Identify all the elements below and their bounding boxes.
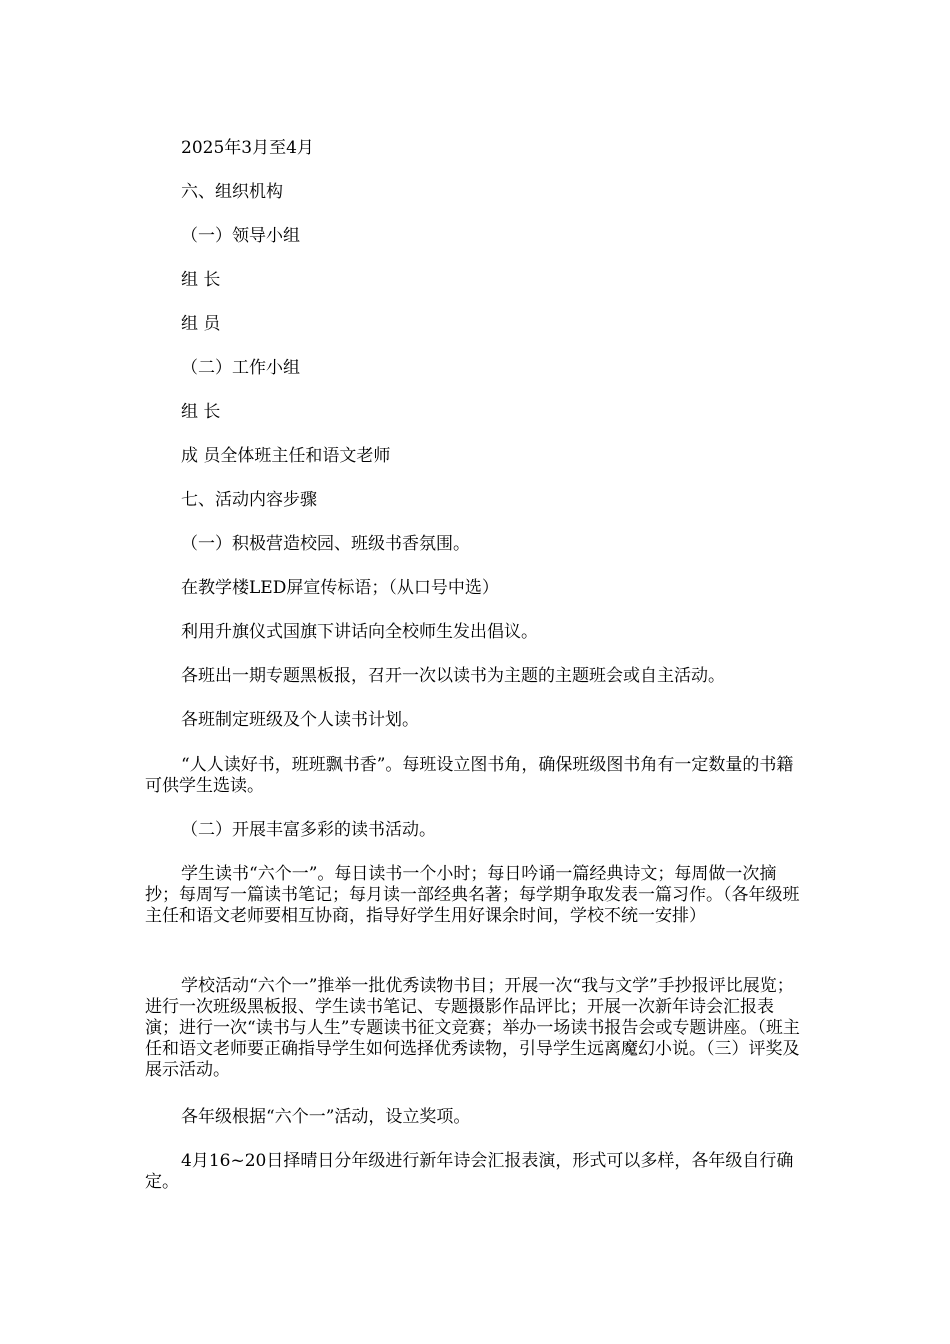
working-leader-line: 组 长 bbox=[181, 402, 221, 422]
paragraph-school-six: 学校活动“六个一”推举一批优秀读物书目；开展一次“我与文学”手抄报评比展览；进行一次班级黑板报、学生读书笔记、专题摄影作品评比；开展一次新年诗会汇报表演；进行一次“读书与人生”专题读书征文竞赛；举办一场读书报告会或专题讲座。（班主任和语文老师要正确指导学生如何选择优秀读物，引导学生远离魔幻小说。（三）评奖及展示活动。 bbox=[145, 976, 800, 1080]
section-heading-organization: 六、组织机构 bbox=[181, 182, 283, 202]
paragraph-reading-plan: 各班制定班级及个人读书计划。 bbox=[181, 710, 419, 730]
working-members-line: 成 员全体班主任和语文老师 bbox=[181, 446, 391, 466]
member-line: 组 员 bbox=[181, 314, 221, 334]
paragraph-flag-speech: 利用升旗仪式国旗下讲话向全校师生发出倡议。 bbox=[181, 622, 538, 642]
subheading-atmosphere: （一）积极营造校园、班级书香氛围。 bbox=[181, 534, 470, 554]
subheading-working-group: （二）工作小组 bbox=[181, 358, 300, 378]
paragraph-poetry-show: 4月16~20日择晴日分年级进行新年诗会汇报表演，形式可以多样，各年级自行确定。 bbox=[145, 1151, 794, 1192]
paragraph-student-six: 学生读书“六个一”。每日读书一个小时；每日吟诵一篇经典诗文；每周做一次摘抄；每周写一篇读书笔记；每月读一部经典名著；每学期争取发表一篇习作。（各年级班主任和语文老师要相互协商，指导好学生用好课余时间，学校不统一安排） bbox=[145, 864, 800, 926]
subheading-reading-activities: （二）开展丰富多彩的读书活动。 bbox=[181, 820, 436, 840]
subheading-leadership-group: （一）领导小组 bbox=[181, 226, 300, 246]
leader-line: 组 长 bbox=[181, 270, 221, 290]
date-range-line: 2025年3月至4月 bbox=[181, 138, 314, 158]
section-heading-activities: 七、活动内容步骤 bbox=[181, 490, 317, 510]
paragraph-blackboard: 各班出一期专题黑板报，召开一次以读书为主题的主题班会或自主活动。 bbox=[181, 666, 725, 686]
paragraph-book-corner: “人人读好书，班班飘书香”。每班设立图书角，确保班级图书角有一定数量的书籍可供学生选读。 bbox=[145, 755, 794, 796]
paragraph-led-slogan: 在教学楼LED屏宣传标语；（从口号中选） bbox=[181, 578, 499, 598]
paragraph-awards: 各年级根据“六个一”活动，设立奖项。 bbox=[181, 1107, 471, 1127]
